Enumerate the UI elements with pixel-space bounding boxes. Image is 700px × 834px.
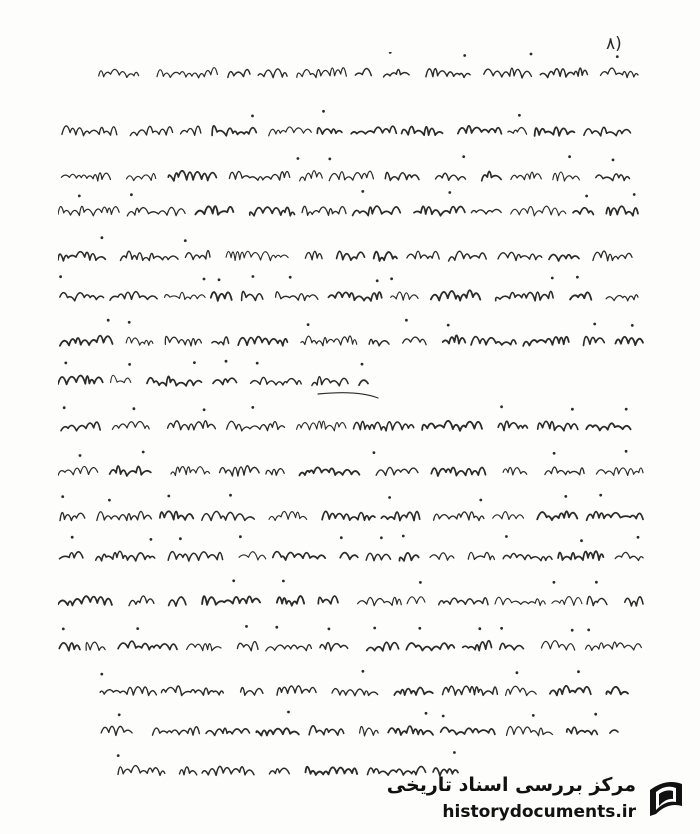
page-number: (۸ xyxy=(606,34,622,54)
handwritten-line xyxy=(62,110,631,136)
handwritten-manuscript xyxy=(58,52,658,792)
handwritten-line xyxy=(60,535,644,561)
archive-logo-icon xyxy=(644,776,688,822)
handwritten-line xyxy=(60,319,643,346)
handwritten-line xyxy=(60,494,643,521)
handwritten-line xyxy=(58,190,638,216)
handwritten-lines xyxy=(58,52,658,792)
handwritten-line xyxy=(100,670,628,696)
handwritten-line xyxy=(59,275,638,301)
watermark-organization: مرکز بررسی اسناد تاریخی xyxy=(386,774,636,796)
watermark xyxy=(386,770,692,828)
watermark-website: historydocuments.ir xyxy=(442,802,636,822)
handwritten-line xyxy=(61,405,631,431)
handwritten-line xyxy=(58,236,632,261)
handwritten-line xyxy=(59,625,641,651)
handwritten-line xyxy=(58,360,368,386)
handwritten-line xyxy=(58,450,643,476)
handwritten-line xyxy=(117,751,458,776)
handwritten-line xyxy=(58,579,643,606)
handwritten-line xyxy=(99,52,638,78)
handwritten-line xyxy=(101,711,618,736)
handwritten-line xyxy=(61,155,629,181)
